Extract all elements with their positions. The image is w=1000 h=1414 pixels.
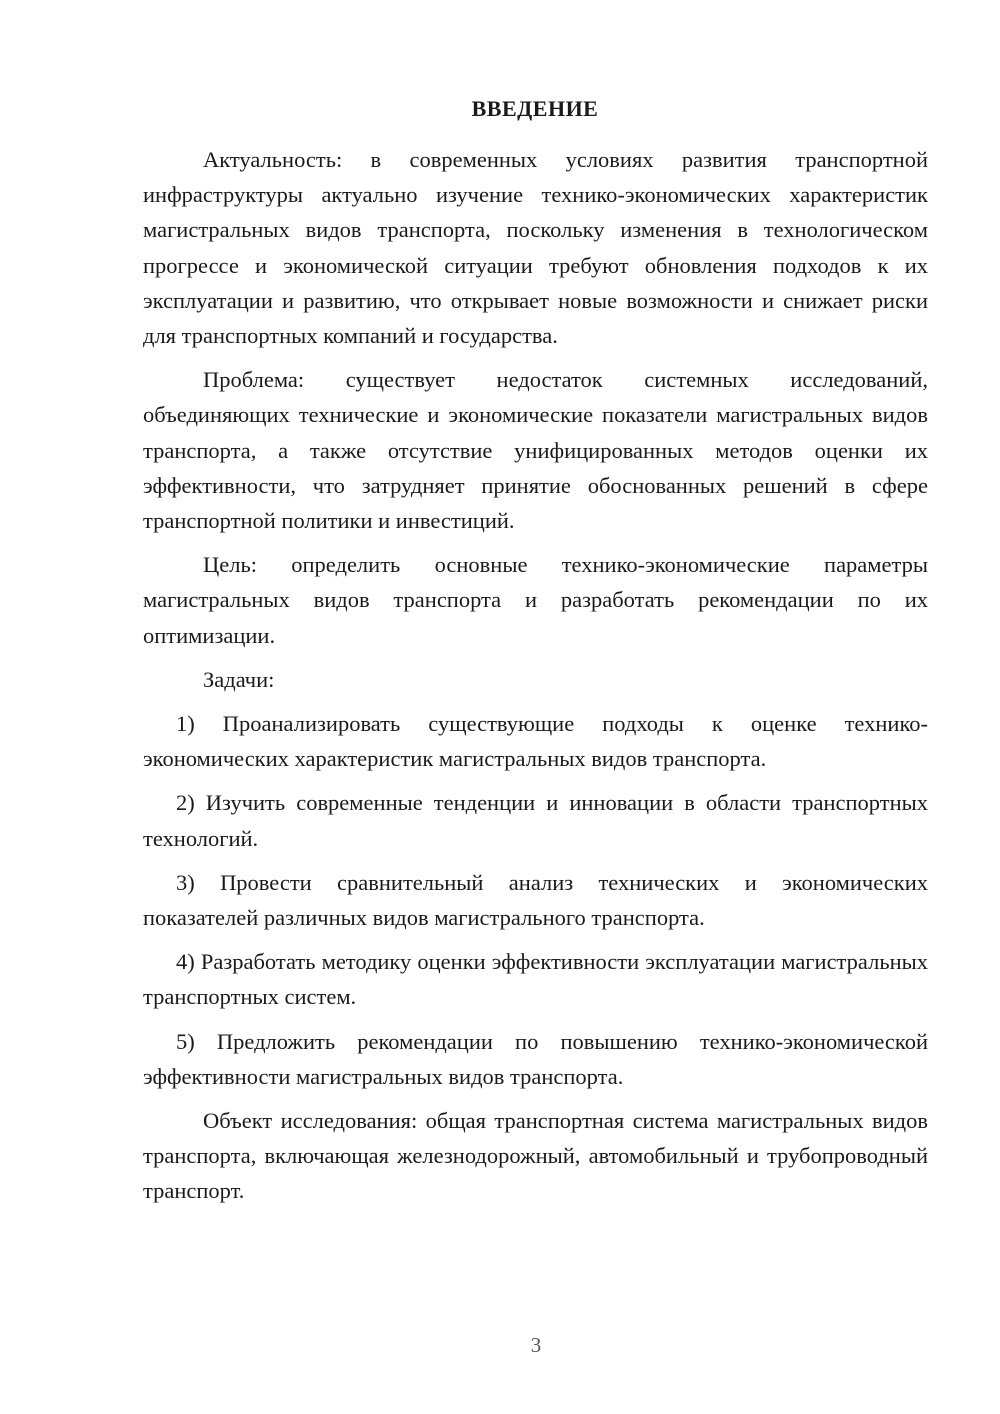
- paragraph-goal: Цель: определить основные технико-экономические параметры магистральных видов транспорта и разработать рекомендации по их оптимизации.: [143, 552, 928, 648]
- task-item-2: 2) Изучить современные тенденции и инновации в области транспортных технологий.: [143, 790, 928, 851]
- paragraph-problem: Проблема: существует недостаток системных исследований, объединяющих технические и экономические показатели магистральных видов транспорта, а также отсутствие унифицированных методов оценки их эффективности, что затрудняет принятие обоснованных решений в сфере транспортной политики и инвестиций.: [143, 367, 928, 534]
- task-item-3: 3) Провести сравнительный анализ технических и экономических показателей различных видов магистрального транспорта.: [143, 869, 928, 931]
- page-number: 3: [530, 1333, 542, 1357]
- document-body: [143, 142, 928, 1209]
- paragraph-research-object: Объект исследования: общая транспортная система магистральных видов транспорта, включающая железнодорожный, автомобильный и трубопроводный транспорт.: [143, 1108, 928, 1204]
- task-item-1: 1) Проанализировать существующие подходы к оценке технико-экономических характеристик магистральных видов транспорта.: [143, 711, 928, 772]
- tasks-heading: Задачи:: [203, 666, 275, 692]
- paragraph-relevance: Актуальность: в современных условиях развития транспортной инфраструктуры актуально изучение технико-экономических характеристик магистральных видов транспорта, поскольку изменения в технологическом прогрессе и экономической ситуации требуют обновления подходов к их эксплуатации и развитию, что открывает новые возможности и снижает риски для транспортных компаний и государства.: [143, 147, 928, 349]
- task-item-4: 4) Разработать методику оценки эффективности эксплуатации магистральных транспортных систем.: [143, 949, 928, 1010]
- page-title: ВВЕДЕНИЕ: [471, 96, 599, 121]
- task-item-5: 5) Предложить рекомендации по повышению технико-экономической эффективности магистральных видов транспорта.: [143, 1028, 928, 1089]
